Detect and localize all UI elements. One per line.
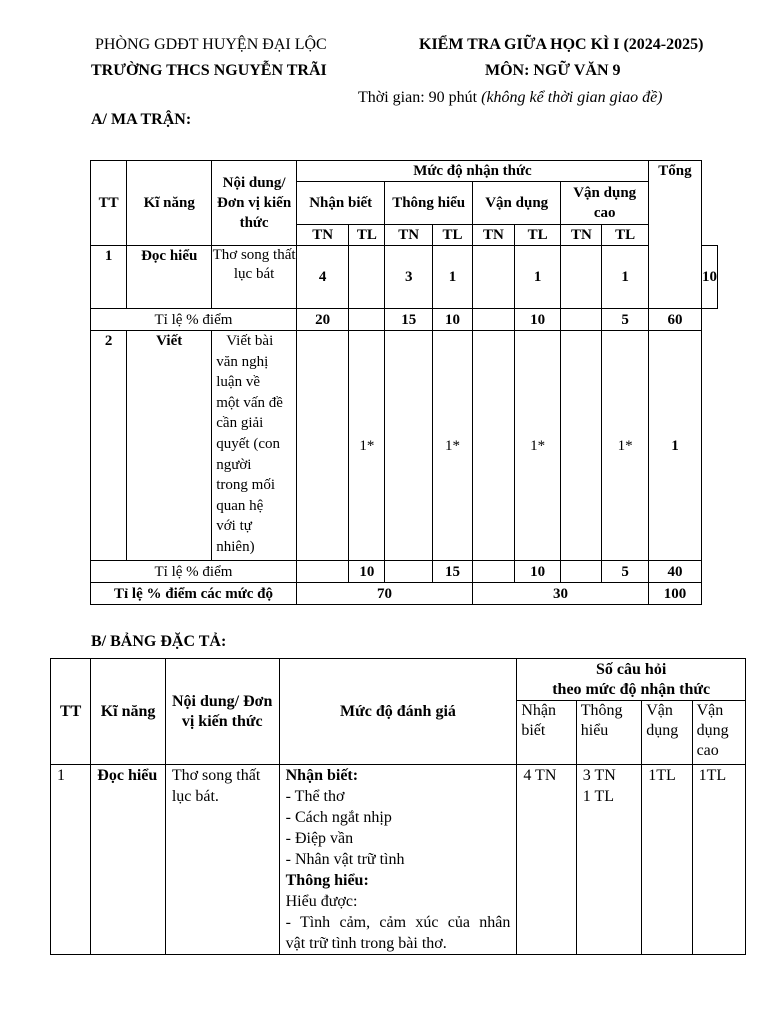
matrix-row1-skill: Đọc hiểu — [127, 246, 212, 309]
content-line: quan hệ — [216, 497, 264, 514]
matrix-cell: 10 — [349, 561, 385, 583]
spec-row1-content: Thơ song thất lục bát. — [165, 765, 279, 955]
matrix-row2-total: 1 — [648, 331, 701, 561]
matrix-header-van-dung: Vận dụng — [472, 182, 560, 225]
matrix-header-content: Nội dung/Đơn vị kiến thức — [212, 161, 297, 246]
eval-item: - Thể thơ — [285, 788, 345, 805]
matrix-header-tl: TL — [514, 225, 561, 246]
eval-item: - Cách ngắt nhịp — [285, 809, 392, 826]
matrix-ratio2-label: Tỉ lệ % điểm — [91, 561, 297, 583]
spec-header-eval: Mức độ đánh giá — [279, 659, 517, 765]
matrix-row1-content: Thơ song thất lục bát — [212, 246, 297, 309]
spec-header-content: Nội dung/ Đơn vị kiến thức — [165, 659, 279, 765]
spec-header-count-line1: Số câu hỏi — [596, 660, 667, 678]
matrix-cell: 15 — [385, 309, 433, 331]
matrix-header-van-dung-cao: Vận dụng cao — [561, 182, 649, 225]
matrix-cell — [472, 246, 514, 309]
matrix-header-tn: TN — [561, 225, 602, 246]
matrix-row2-skill: Viết — [127, 331, 212, 561]
content-line: trong mối — [216, 477, 275, 494]
content-line: Viết bài — [226, 333, 274, 349]
spec-row1-thong-hieu-tl: 1 TL — [582, 788, 615, 805]
spec-header-van-dung: Vận dụng — [642, 701, 692, 765]
matrix-cell — [472, 561, 514, 583]
matrix-cell: 1* — [602, 331, 649, 561]
matrix-cell — [561, 561, 602, 583]
matrix-header-tn: TN — [472, 225, 514, 246]
matrix-cell — [296, 561, 348, 583]
matrix-cell: 1 — [433, 246, 473, 309]
exam-time-note: (không kể thời gian giao đề) — [481, 89, 663, 106]
matrix-cell: 10 — [433, 309, 473, 331]
matrix-header-tl: TL — [349, 225, 385, 246]
eval-nhan-biet-title: Nhận biết: — [285, 767, 359, 784]
matrix-cell — [349, 246, 385, 309]
matrix-cell — [296, 331, 348, 561]
content-line: người — [216, 456, 252, 473]
matrix-cell — [472, 331, 514, 561]
spec-header-nhan-biet: Nhận biết — [517, 701, 576, 765]
subject-title: MÔN: NGỮ VĂN 9 — [485, 62, 621, 79]
spec-row1-van-dung-cao: 1TL — [692, 765, 745, 955]
matrix-row2-content — [212, 331, 297, 561]
matrix-header-tt: TT — [91, 161, 127, 246]
spec-header-count — [517, 659, 746, 701]
matrix-header-nhan-biet: Nhận biết — [296, 182, 384, 225]
matrix-header-total: Tổng — [648, 161, 701, 309]
matrix-header-thong-hieu: Thông hiểu — [385, 182, 473, 225]
matrix-header-tl: TL — [433, 225, 473, 246]
content-line: nhiên) — [216, 538, 255, 555]
eval-item: - Nhân vật trữ tình — [285, 851, 405, 868]
matrix-cell: 10 — [514, 309, 561, 331]
matrix-cell — [561, 309, 602, 331]
eval-thong-hieu-title: Thông hiểu: — [285, 872, 369, 889]
matrix-row1-total: 10 — [702, 246, 718, 309]
spec-header-tt: TT — [51, 659, 91, 765]
matrix-cell: 15 — [433, 561, 473, 583]
spec-row1-thong-hieu — [576, 765, 641, 955]
content-line: với tự — [216, 518, 252, 535]
eval-item: vật trữ tình trong bài thơ. — [285, 935, 447, 952]
matrix-cell: 1* — [433, 331, 473, 561]
department-name: PHÒNG GDĐT HUYỆN ĐẠI LỘC — [95, 36, 327, 53]
matrix-summary-left: 70 — [296, 583, 472, 605]
matrix-cell: 5 — [602, 561, 649, 583]
spec-header-skill: Kĩ năng — [91, 659, 166, 765]
matrix-cell — [472, 309, 514, 331]
content-line: một vấn đề — [216, 394, 283, 411]
matrix-cell: 1* — [349, 331, 385, 561]
section-b-heading: B/ BẢNG ĐẶC TẢ: — [91, 633, 227, 650]
matrix-table — [90, 160, 718, 605]
spec-row1-eval — [279, 765, 517, 955]
matrix-cell: 1 — [514, 246, 561, 309]
eval-thong-hieu-intro: Hiểu được: — [285, 893, 358, 910]
matrix-header-tn: TN — [296, 225, 348, 246]
matrix-cell — [349, 309, 385, 331]
matrix-cell — [385, 561, 433, 583]
matrix-cell — [385, 331, 433, 561]
matrix-header-level: Mức độ nhận thức — [296, 161, 648, 182]
spec-header-count-line2: theo mức độ nhận thức — [552, 680, 711, 698]
school-name: TRƯỜNG THCS NGUYỄN TRÃI — [91, 62, 327, 79]
matrix-header-tn: TN — [385, 225, 433, 246]
content-line: quyết (con — [216, 435, 280, 452]
eval-item: - Điệp vần — [285, 830, 354, 847]
matrix-summary-label: Tỉ lệ % điểm các mức độ — [91, 583, 297, 605]
matrix-ratio2-total: 40 — [648, 561, 701, 583]
matrix-cell — [561, 246, 602, 309]
matrix-ratio1-total: 60 — [648, 309, 701, 331]
exam-title: KIỂM TRA GIỮA HỌC KÌ I (2024-2025) — [419, 36, 704, 53]
content-line: văn nghị — [216, 353, 269, 370]
matrix-summary-right: 30 — [472, 583, 648, 605]
matrix-cell: 10 — [514, 561, 561, 583]
spec-row1-van-dung: 1TL — [642, 765, 692, 955]
spec-row1-tt: 1 — [51, 765, 91, 955]
spec-header-van-dung-cao: Vận dụng cao — [692, 701, 745, 765]
exam-time — [358, 89, 663, 107]
matrix-summary-total: 100 — [648, 583, 701, 605]
spec-row1-thong-hieu-tn: 3 TN — [582, 767, 616, 784]
matrix-cell: 1* — [514, 331, 561, 561]
matrix-cell: 1 — [602, 246, 649, 309]
spec-row1-nhan-biet: 4 TN — [517, 765, 576, 955]
matrix-cell: 3 — [385, 246, 433, 309]
matrix-cell: 20 — [296, 309, 348, 331]
matrix-row1-tt: 1 — [91, 246, 127, 309]
matrix-row2-tt: 2 — [91, 331, 127, 561]
eval-item: - Tình cảm, cảm xúc của nhân — [285, 914, 511, 931]
matrix-header-skill: Kĩ năng — [127, 161, 212, 246]
section-a-heading: A/ MA TRẬN: — [91, 111, 192, 128]
spec-header-thong-hieu: Thông hiểu — [576, 701, 641, 765]
matrix-ratio1-label: Tỉ lệ % điểm — [91, 309, 297, 331]
matrix-cell: 5 — [602, 309, 649, 331]
spec-row1-skill: Đọc hiểu — [91, 765, 166, 955]
exam-time-label: Thời gian: 90 phút — [358, 89, 482, 106]
content-line: luận về — [216, 374, 260, 391]
matrix-header-tl: TL — [602, 225, 649, 246]
content-line: cần giải — [216, 415, 264, 432]
matrix-cell — [561, 331, 602, 561]
specification-table — [50, 658, 746, 955]
matrix-cell: 4 — [296, 246, 348, 309]
